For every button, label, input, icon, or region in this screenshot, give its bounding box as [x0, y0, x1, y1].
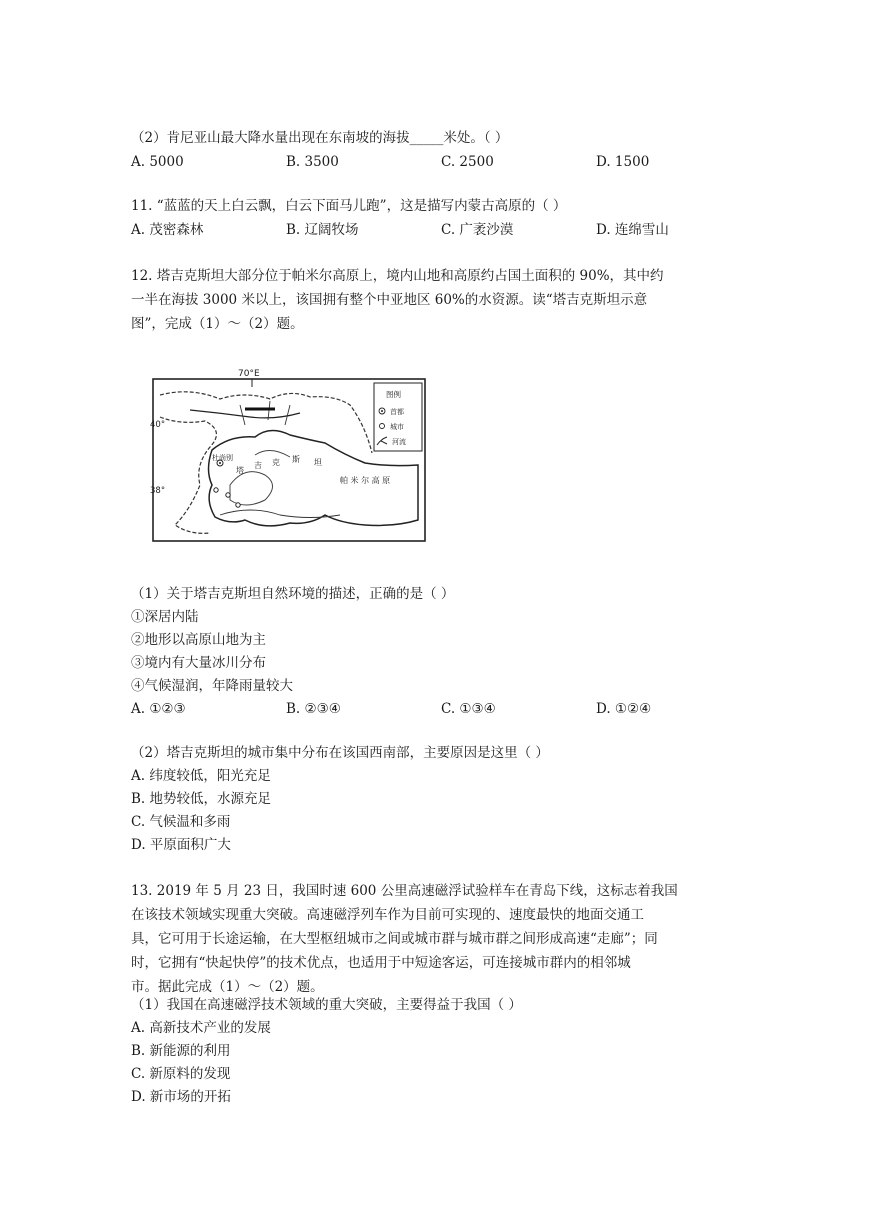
q12-sub2-option-c[interactable]: C. 气候温和多雨	[131, 814, 231, 830]
q10-option-d[interactable]: D. 1500	[596, 154, 650, 170]
q13-intro-line-3: 具，它可用于长途运输，在大型枢纽城市之间或城市群与城市群之间形成高速“走廊”；同	[131, 931, 658, 947]
q13-intro-line-5: 市。据此完成（1）～（2）题。	[131, 979, 324, 995]
q12-sub1-option-a[interactable]: A. ①②③	[131, 701, 186, 717]
map-region-char: 吉	[254, 461, 262, 470]
q13-sub1-stem: （1）我国在高速磁浮技术领域的重大突破，主要得益于我国（ ）	[131, 997, 522, 1013]
legend-city-icon	[380, 424, 385, 429]
q12-statement-3: ③境内有大量冰川分布	[131, 655, 266, 671]
map-region-char: 塔	[236, 466, 244, 475]
map-lat-40-label: 40°	[150, 420, 166, 430]
q13-sub1-option-b[interactable]: B. 新能源的利用	[131, 1043, 231, 1059]
map-region-char: 克	[272, 458, 280, 467]
q11-option-a[interactable]: A. 茂密森林	[131, 222, 204, 238]
map-region-char: 坦	[314, 458, 322, 467]
q12-sub1-option-b[interactable]: B. ②③④	[286, 701, 341, 717]
q13-sub1-option-c[interactable]: C. 新原料的发现	[131, 1066, 231, 1082]
q12-statement-4: ④气候湿润，年降雨量较大	[131, 678, 293, 694]
capital-label: 杜尚别	[212, 454, 233, 462]
q13-sub1-option-d[interactable]: D. 新市场的开拓	[131, 1089, 231, 1105]
city-marker	[226, 493, 230, 497]
q12-statement-2: ②地形以高原山地为主	[131, 632, 266, 648]
map-longitude-label: 70°E	[238, 369, 260, 379]
pamir-label: 帕 米 尔 高 原	[340, 476, 391, 485]
q12-sub2-option-d[interactable]: D. 平原面积广大	[131, 837, 231, 853]
q12-sub1-option-d[interactable]: D. ①②④	[596, 701, 652, 717]
q11-option-d[interactable]: D. 连绵雪山	[596, 222, 669, 238]
q11-option-b[interactable]: B. 辽阔牧场	[286, 222, 359, 238]
legend-city-label: 城市	[390, 423, 404, 431]
q12-sub2-option-b[interactable]: B. 地势较低，水源充足	[131, 791, 272, 807]
q10-option-b[interactable]: B. 3500	[286, 154, 339, 170]
legend-river-label: 河流	[392, 438, 406, 446]
q10-option-c[interactable]: C. 2500	[441, 154, 494, 170]
q10-sub2-stem: （2）肯尼亚山最大降水量出现在东南坡的海拔_____米处。（ ）	[131, 130, 509, 146]
legend-capital-label: 首都	[390, 408, 404, 416]
q10-option-a[interactable]: A. 5000	[131, 154, 184, 170]
q12-intro-line-2: 一半在海拔 3000 米以上，该国拥有整个中亚地区 60%的水资源。读“塔吉克斯坦示意	[131, 292, 648, 308]
q13-intro-line-2: 在该技术领域实现重大突破。高速磁浮列车作为目前可实现的、速度最快的地面交通工	[131, 907, 644, 923]
q12-sub1-stem: （1）关于塔吉克斯坦自然环境的描述，正确的是（ ）	[131, 586, 455, 602]
map-lat-38-label: 38°	[150, 486, 166, 496]
q12-intro-line-1: 12. 塔吉克斯坦大部分位于帕米尔高原上，境内山地和高原约占国土面积的 90%，其中约	[131, 268, 664, 284]
q11-option-c[interactable]: C. 广袤沙漠	[441, 222, 514, 238]
map-region-char: 斯	[292, 455, 300, 464]
q13-intro-line-4: 时，它拥有“快起快停”的技术优点，也适用于中短途客运，可连接城市群内的相邻城	[131, 955, 631, 971]
q12-statement-1: ①深居内陆	[131, 609, 199, 625]
q11-stem: 11. “蓝蓝的天上白云飘，白云下面马儿跑”，这是描写内蒙古高原的（ ）	[131, 198, 567, 214]
q12-sub2-option-a[interactable]: A. 纬度较低，阳光充足	[131, 768, 271, 784]
legend-title: 图例	[386, 390, 401, 399]
q12-sub2-stem: （2）塔吉克斯坦的城市集中分布在该国西南部，主要原因是这里（ ）	[131, 745, 549, 761]
tajikistan-map	[150, 365, 428, 545]
q13-sub1-option-a[interactable]: A. 高新技术产业的发展	[131, 1020, 271, 1036]
city-marker	[236, 503, 240, 507]
q12-intro-line-3: 图”，完成（1）～（2）题。	[131, 316, 304, 332]
city-marker	[214, 488, 218, 492]
q12-sub1-option-c[interactable]: C. ①③④	[441, 701, 496, 717]
q13-intro-line-1: 13. 2019 年 5 月 23 日，我国时速 600 公里高速磁浮试验样车在青岛下线，这标志着我国	[131, 883, 678, 899]
